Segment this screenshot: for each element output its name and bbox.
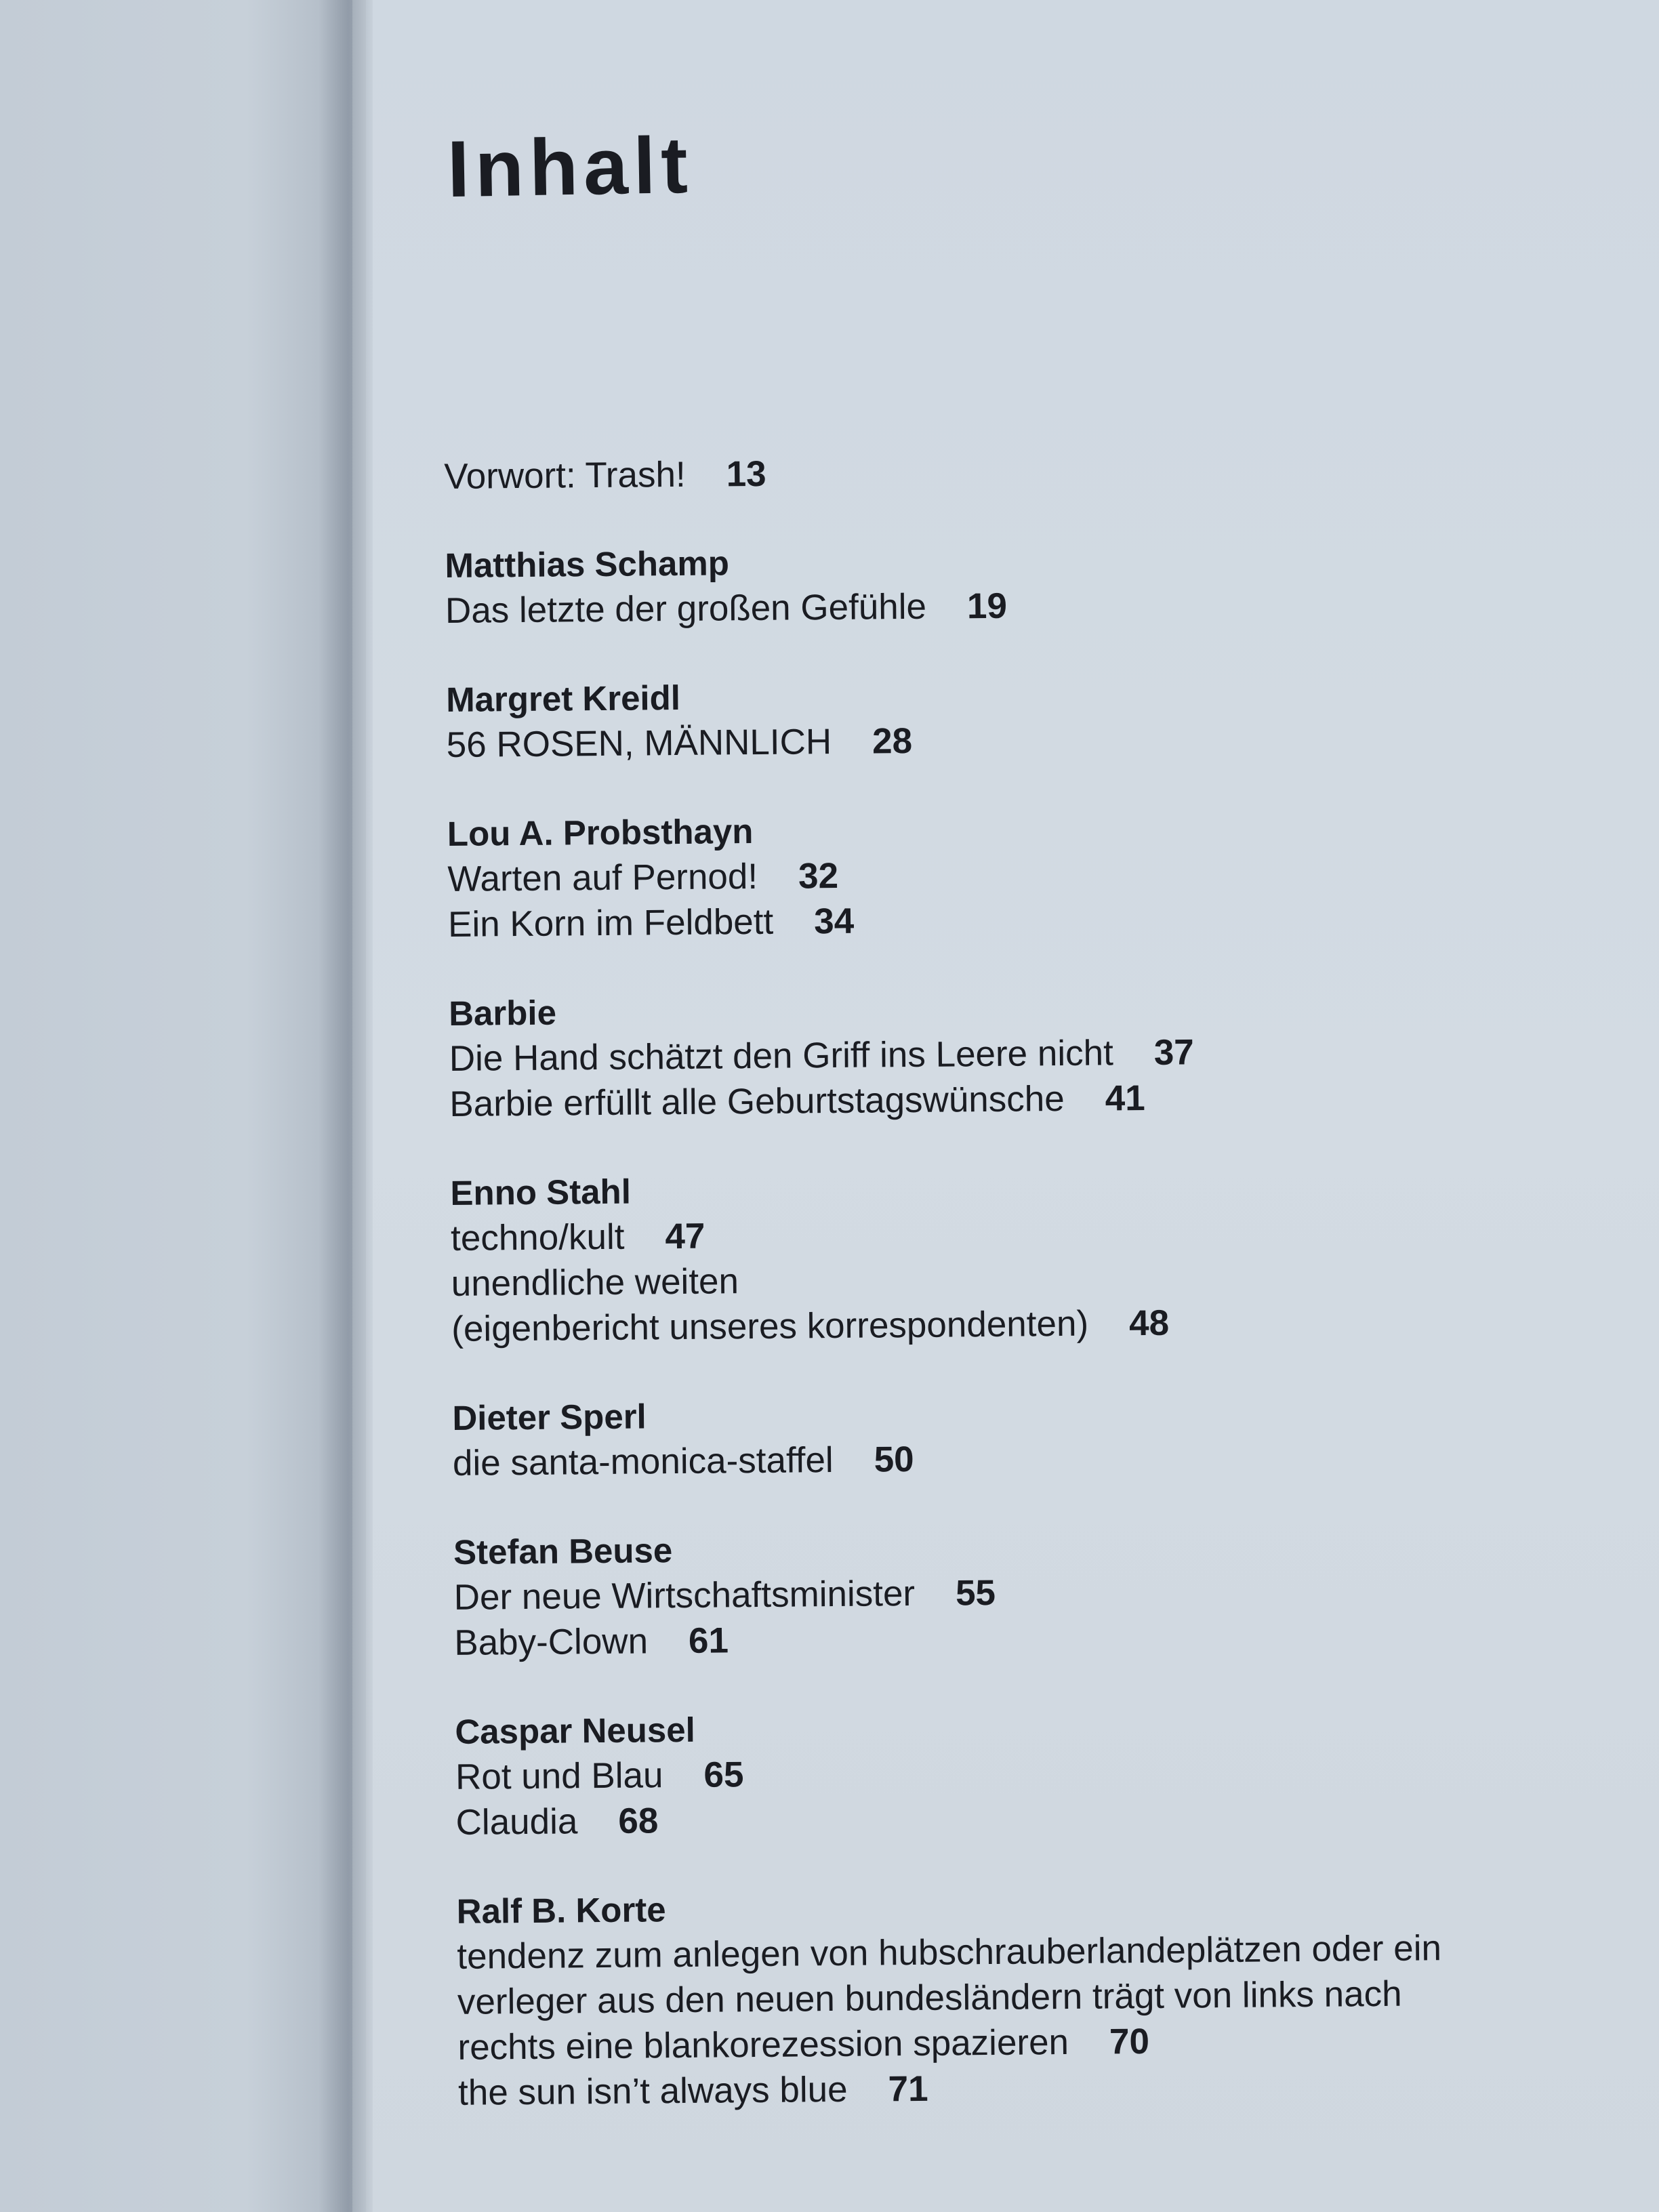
toc-entry [455, 1700, 1568, 1845]
work-title: techno/kult [450, 1216, 625, 1258]
intro-title: Vorwort: Trash! [444, 454, 686, 497]
work-title-line: tendenz zum anlegen von hubschrauberlandeplätzen oder ein [457, 1928, 1442, 1977]
page-number: 48 [1128, 1303, 1170, 1344]
author-name: Stefan Beuse [453, 1531, 673, 1572]
page-number: 55 [955, 1572, 996, 1614]
page-number: 71 [888, 2068, 928, 2110]
page-number: 47 [665, 1216, 705, 1257]
page-number: 65 [703, 1755, 744, 1795]
left-page [0, 0, 352, 2212]
author-name: Lou A. Probsthayn [447, 812, 754, 853]
work-title-line: rechts eine blankorezession spazieren [457, 2022, 1069, 2068]
page-title: Inhalt [446, 120, 694, 215]
work-title-line: (eigenbericht unseres korrespondenten) [451, 1303, 1089, 1349]
work-title: die santa-monica-staffel [452, 1440, 834, 1483]
toc-intro [444, 445, 1556, 499]
toc-entry [449, 981, 1561, 1127]
author-name: Ralf B. Korte [456, 1890, 666, 1931]
toc-entry [446, 668, 1558, 768]
work-title: Barbie erfüllt alle Geburtstagswünsche [449, 1079, 1065, 1124]
work-title: Warten auf Pernod! [447, 856, 758, 899]
author-name: Matthias Schamp [445, 544, 730, 585]
author-name: Caspar Neusel [455, 1710, 696, 1751]
book-gutter [319, 0, 373, 2212]
table-of-contents [444, 445, 1570, 2159]
page-number: 70 [1109, 2022, 1150, 2062]
page-number: 61 [688, 1620, 729, 1661]
work-title-line: verleger aus den neuen bundesländern trägt von links nach [457, 1973, 1402, 2022]
work-line [455, 1790, 1568, 1845]
page-number: 41 [1105, 1078, 1145, 1119]
intro-page-number: 13 [726, 453, 766, 495]
page-number: 28 [872, 720, 913, 762]
toc-entry [452, 1386, 1564, 1486]
work-line [457, 1925, 1569, 1980]
work-title: Claudia [455, 1801, 578, 1843]
work-line [449, 1072, 1561, 1127]
page-number: 34 [813, 901, 855, 942]
work-title: Ein Korn im Feldbett [447, 901, 774, 945]
work-line [458, 2061, 1570, 2116]
page-number: 50 [874, 1439, 914, 1480]
work-title: Das letzte der großen Gefühle [445, 586, 927, 631]
toc-entry [445, 533, 1557, 634]
work-title: Baby-Clown [454, 1621, 649, 1663]
work-title: the sun isn’t always blue [457, 2069, 848, 2113]
author-name: Dieter Sperl [452, 1397, 647, 1437]
toc-entry [447, 802, 1560, 947]
author-name: Margret Kreidl [445, 678, 681, 719]
work-line [448, 893, 1560, 947]
work-title: 56 ROSEN, MÄNNLICH [446, 722, 832, 765]
toc-entry [453, 1520, 1566, 1666]
work-title-line: unendliche weiten [451, 1261, 739, 1304]
toc-entry [456, 1879, 1570, 2116]
toc-entry [450, 1161, 1563, 1352]
work-title: Die Hand schätzt den Griff ins Leere nicht [449, 1033, 1114, 1079]
page-number: 37 [1153, 1032, 1195, 1073]
page-number: 68 [618, 1801, 659, 1841]
work-line [453, 1431, 1565, 1486]
work-line [451, 1297, 1563, 1352]
author-name: Barbie [448, 993, 557, 1033]
page-number: 19 [966, 586, 1008, 627]
work-line [454, 1611, 1566, 1666]
work-line [446, 713, 1558, 768]
work-title: Rot und Blau [455, 1755, 663, 1797]
page-number: 32 [798, 855, 839, 897]
work-line [445, 579, 1557, 634]
author-name: Enno Stahl [450, 1172, 632, 1212]
work-title: Der neue Wirtschaftsminister [453, 1573, 916, 1618]
